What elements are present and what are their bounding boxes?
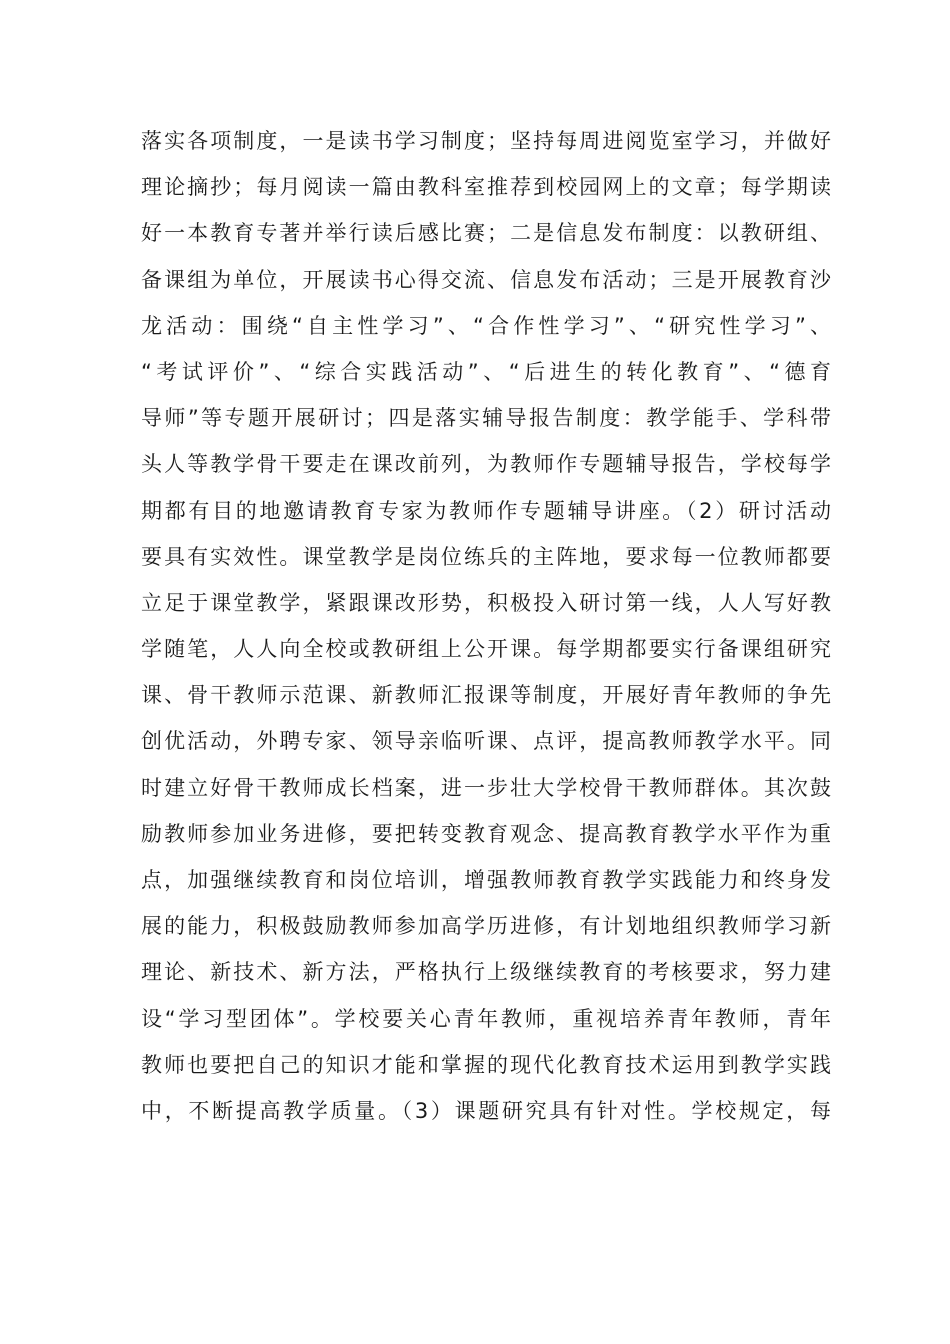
text-line: 理论摘抄；每月阅读一篇由教科室推荐到校园网上的文章；每学期读 bbox=[141, 175, 831, 200]
text-line: 时建立好骨干教师成长档案，进一步壮大学校骨干教师群体。其次鼓 bbox=[141, 775, 831, 800]
text-line: 点，加强继续教育和岗位培训，增强教师教育教学实践能力和终身发 bbox=[141, 868, 831, 892]
text-line: 学随笔，人人向全校或教研组上公开课。每学期都要实行备课组研究 bbox=[141, 637, 831, 662]
text-line: 励教师参加业务进修，要把转变教育观念、提高教育教学水平作为重 bbox=[141, 821, 831, 846]
text-line: 展的能力，积极鼓励教师参加高学历进修，有计划地组织教师学习新 bbox=[141, 914, 831, 939]
text-line: “考试评价”、“综合实践活动”、“后进生的转化教育”、“德育 bbox=[141, 359, 831, 384]
text-line: 设“学习型团体”。学校要关心青年教师，重视培养青年教师，青年 bbox=[141, 1006, 831, 1031]
text-line: 期都有目的地邀请教育专家为教师作专题辅导讲座。（2）研讨活动 bbox=[141, 498, 831, 523]
text-line: 导师”等专题开展研讨；四是落实辅导报告制度：教学能手、学科带 bbox=[141, 406, 831, 431]
body-text bbox=[141, 118, 831, 1134]
text-line: 创优活动，外聘专家、领导亲临听课、点评，提高教师教学水平。同 bbox=[141, 729, 831, 754]
text-line: 落实各项制度，一是读书学习制度；坚持每周进阅览室学习，并做好 bbox=[141, 129, 831, 153]
text-line: 龙活动：围绕“自主性学习”、“合作性学习”、“研究性学习”、 bbox=[141, 313, 831, 338]
text-line: 好一本教育专著并举行读后感比赛；二是信息发布制度：以教研组、 bbox=[141, 221, 831, 246]
text-line: 备课组为单位，开展读书心得交流、信息发布活动；三是开展教育沙 bbox=[141, 267, 831, 292]
text-line: 要具有实效性。课堂教学是岗位练兵的主阵地，要求每一位教师都要 bbox=[141, 544, 831, 569]
text-line: 教师也要把自己的知识才能和掌握的现代化教育技术运用到教学实践 bbox=[141, 1052, 831, 1077]
text-line: 头人等教学骨干要走在课改前列，为教师作专题辅导报告，学校每学 bbox=[141, 452, 831, 477]
text-line: 理论、新技术、新方法，严格执行上级继续教育的考核要求，努力建 bbox=[141, 960, 831, 985]
text-line: 中，不断提高教学质量。（3）课题研究具有针对性。学校规定，每 bbox=[141, 1098, 831, 1123]
text-line: 立足于课堂教学，紧跟课改形势，积极投入研讨第一线，人人写好教 bbox=[141, 590, 831, 615]
text-line: 课、骨干教师示范课、新教师汇报课等制度，开展好青年教师的争先 bbox=[141, 683, 831, 708]
